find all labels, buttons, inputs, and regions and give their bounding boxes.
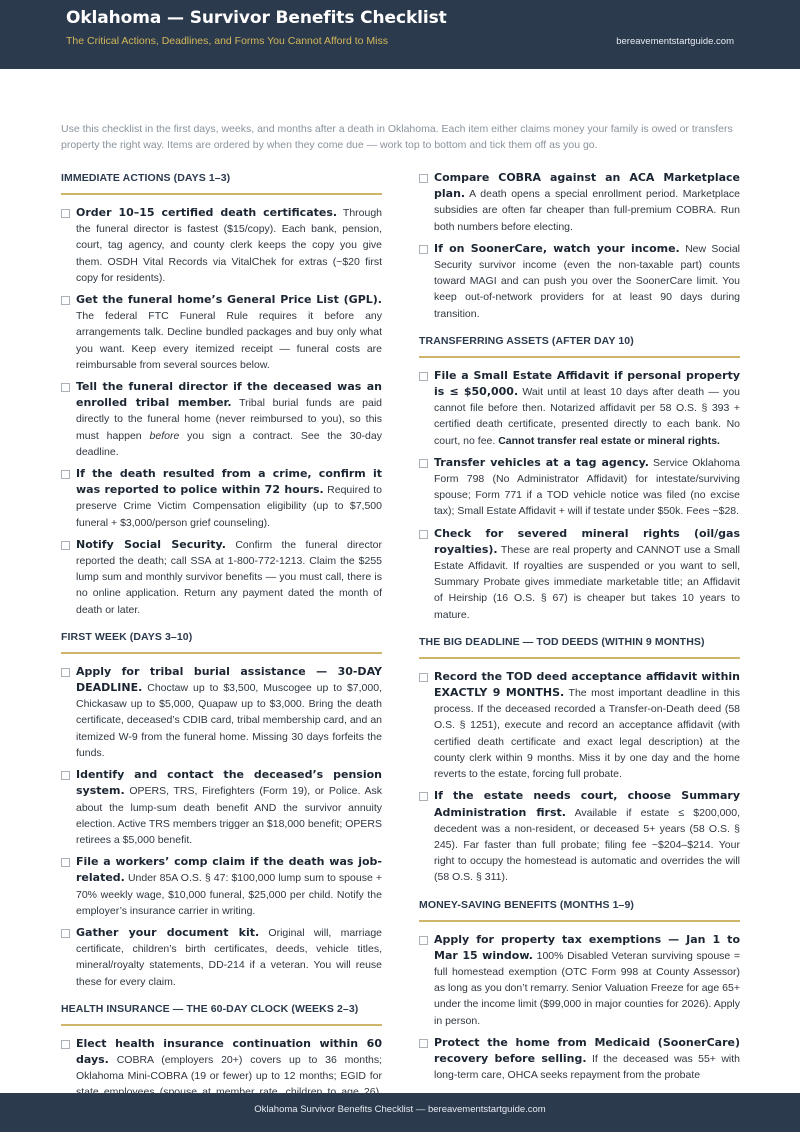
item-text: Under 85A O.S. § 47: $100,000 lump sum to spouse + 70% weekly wage, $10,000 funeral, $25,000 per child. Notify the employer’s insurance carrier in writing. [76, 872, 382, 917]
item-text: 100% Disabled Veteran surviving spouse = full homestead exemption (OTC Form 998 at County Assessor) as long as you don’t remarry. Senior Valuation Freeze for age 65+ under the income limit ($99,000 in major counties for 2026). Apply in person. [434, 949, 741, 1027]
item-text: New Social Security survivor income (even the non-taxable part) counts toward MAGI and can push you over the SoonerCare limit. You keep out-of-network providers for at least 90 days during transition. [434, 242, 740, 320]
item-lead: File a workers’ comp claim if the death was job-related. [76, 855, 382, 885]
checkbox[interactable] [419, 936, 428, 945]
page-title: Oklahoma — Survivor Benefits Checklist [66, 8, 447, 28]
item-text: Wait until at least 10 days after death — you cannot file before then. Notarized affidavit per 58 O.S. § 393 + certified death certificate, presented directly to each bank. No court, no fee. [434, 386, 740, 447]
section-title: IMMEDIATE ACTIONS (DAYS 1–3) [61, 172, 231, 184]
checklist-item [61, 537, 382, 618]
item-lead: If the death resulted from a crime, confirm it was reported to police within 72 hours. [76, 467, 382, 497]
section-title: TRANSFERRING ASSETS (AFTER DAY 10) [419, 334, 634, 347]
section-divider [61, 193, 382, 195]
checklist-item [419, 788, 740, 885]
checkbox[interactable] [419, 459, 428, 468]
item-text: The federal FTC Funeral Rule requires it before any arrangements talk. Decline bundled packages and buy only what you want. Keep every itemized receipt — funeral costs are reimbursable from several sources below. [76, 310, 382, 371]
item-text: Available if estate ≤ $200,000, decedent was a non-resident, or deceased 5+ years (58 O.S. § 245). Far faster than full probate; filing fee ~$204–$214. Your right to occupy the homestead is automatic and overrides the will (58 O.S. § 311). [434, 806, 741, 884]
item-lead: Elect health insurance continuation within 60 days. [76, 1036, 382, 1066]
item-lead: If on SoonerCare, watch your income. [434, 241, 680, 255]
checklist-item [419, 526, 740, 623]
checklist-item [419, 170, 740, 235]
item-text: If the deceased was 55+ with long-term care, OHCA seeks repayment from the probate [434, 1052, 740, 1082]
checklist-item [419, 368, 740, 449]
item-lead: Identify and contact the deceased’s pension system. [76, 768, 382, 798]
section-divider [419, 657, 740, 659]
intro-paragraph: Use this checklist in the first days, weeks, and months after a death in Oklahoma. Each item either claims money your family is owed or transfers property the right way. Items are ordered by when they come due — work top to bottom and tick them off as you go. [61, 123, 733, 151]
checkbox[interactable] [61, 541, 70, 550]
checkbox[interactable] [419, 673, 428, 682]
checkbox[interactable] [61, 1040, 70, 1049]
section-divider [419, 356, 740, 358]
item-lead: Apply for property tax exemptions — Jan 1 to Mar 15 window. [434, 932, 740, 962]
page-subtitle: The Critical Actions, Deadlines, and Forms You Cannot Afford to Miss [66, 35, 388, 47]
right-column [419, 170, 740, 1089]
checkbox[interactable] [419, 372, 428, 381]
section-title: HEALTH INSURANCE — THE 60-DAY CLOCK (WEEKS 2–3) [61, 1002, 359, 1015]
checkbox[interactable] [419, 530, 428, 539]
checklist-item [419, 669, 740, 782]
checkbox[interactable] [61, 209, 70, 218]
item-text: A death opens a special enrollment period. Marketplace subsidies are often far cheaper than full-premium COBRA. Run both numbers before electing. [434, 188, 740, 233]
item-text: Required to preserve Crime Victim Compensation eligibility (up to $7,500 funeral + $3,000/person grief counseling). [76, 484, 382, 529]
page-footer [0, 1093, 800, 1132]
item-text: Through the funeral director is fastest ($15/copy). Each bank, pension, court, tag agency, and county clerk keeps the copy you give them. OSDH Vital Records via VitalChek for extras (~$20 first copy for residents). [76, 207, 383, 284]
item-lead: Compare COBRA against an ACA Marketplace plan. [434, 171, 740, 201]
item-lead: Apply for tribal burial assistance — 30-DAY DEADLINE. [76, 664, 382, 695]
checkbox[interactable] [419, 245, 428, 254]
item-text: Choctaw up to $3,500, Muscogee up to $7,000, Chickasaw up to $5,000, Quapaw up to $3,000. Bring the death certificate, deceased’s CDIB card, tribal membership card, and an itemized W-9 from the funeral home. Missing 30 days forfeits the funds. [76, 682, 382, 759]
checkbox[interactable] [61, 383, 70, 392]
section-divider [419, 920, 740, 922]
item-lead: Notify Social Security. [76, 537, 226, 551]
page-header [0, 0, 800, 69]
checklist-item [61, 925, 382, 990]
section-tod-deeds [419, 634, 740, 886]
item-warning: Cannot transfer real estate or mineral rights. [498, 434, 720, 447]
checkbox[interactable] [61, 470, 70, 479]
checklist-item [61, 767, 382, 848]
item-lead: Transfer vehicles at a tag agency. [434, 455, 649, 469]
section-divider [61, 1024, 382, 1026]
checklist-item [61, 466, 382, 531]
item-lead: If the estate needs court, choose Summary Administration first. [434, 789, 740, 819]
checkbox[interactable] [419, 1039, 428, 1048]
item-text: Original will, marriage certificate, children’s birth certificates, deeds, vehicle titles, mineral/royalty statements, DD-214 if a veteran. You will reuse these for every claim. [76, 926, 383, 988]
checkbox[interactable] [61, 771, 70, 780]
item-lead: File a Small Estate Affidavit if personal property is ≤ $50,000. [434, 368, 740, 399]
section-transferring-assets [419, 333, 740, 623]
left-column [61, 170, 382, 1123]
header-site-url: bereavementstartguide.com [616, 36, 734, 47]
item-text-italic: before [149, 429, 180, 442]
item-lead: Record the TOD deed acceptance affidavit within EXACTLY 9 MONTHS. [434, 669, 740, 700]
section-title: FIRST WEEK (DAYS 3–10) [61, 630, 193, 643]
item-lead: Protect the home from Medicaid (SoonerCare) recovery before selling. [434, 1035, 740, 1065]
item-text: Tribal burial funds are paid directly to the funeral home (never reimbursed to you), so this must happen [76, 397, 382, 442]
checklist-item [419, 241, 740, 322]
section-first-week [61, 629, 382, 990]
item-text: The most important deadline in this process. If the deceased recorded a Transfer-on-Death deed (58 O.S. § 1251), execute and record an acceptance affidavit (with certified death certificate and exact legal description) at the county clerk within 9 months. Miss it by one day and the home reverts to the estate, forcing full probate. [434, 687, 740, 781]
checkbox[interactable] [419, 174, 428, 183]
checkbox[interactable] [419, 792, 428, 801]
checklist-item [61, 292, 382, 373]
item-lead: Order 10–15 certified death certificates. [76, 206, 338, 219]
checklist-item [419, 932, 740, 1029]
item-text: COBRA (employers 20+) covers up to 36 months; Oklahoma Mini-COBRA (19 or fewer) up to 12 months; EGID for [76, 1053, 382, 1083]
checklist-item [419, 455, 740, 520]
checklist-item [61, 379, 382, 460]
checkbox[interactable] [61, 668, 70, 677]
checkbox[interactable] [61, 296, 70, 305]
section-immediate-actions [61, 170, 382, 618]
checklist-item [419, 1035, 740, 1084]
item-text: Confirm the funeral director reported the death; call SSA at 1-800-772-1213. Claim the $255 lump sum and monthly survivor benefits — you must call, there is no online application. Return any payment dated the month of death or later. [76, 538, 383, 616]
checkbox[interactable] [61, 858, 70, 867]
section-money-saving [419, 897, 740, 1084]
section-divider [61, 652, 382, 654]
item-lead: Check for severed mineral rights (oil/gas royalties). [434, 526, 740, 556]
section-title: THE BIG DEADLINE — TOD DEEDS (WITHIN 9 MONTHS) [419, 635, 705, 648]
footer-text: Oklahoma Survivor Benefits Checklist — bereavementstartguide.com [254, 1104, 546, 1115]
item-text: Service Oklahoma Form 798 (No Administrator Affidavit) for intestate/surviving spouse; Form 771 if a TOD vehicle notice was filed (no excise tax); Small Estate Affidavit + will if testate under $50k. Fees ~$28. [434, 456, 740, 518]
checkbox[interactable] [61, 929, 70, 938]
section-title: MONEY-SAVING BENEFITS (MONTHS 1–9) [419, 898, 634, 911]
item-text: you sign a contract. See the 30-day deadline. [76, 429, 382, 458]
checklist-item [61, 664, 382, 761]
checklist-item [61, 854, 382, 919]
item-text: OPERS, TRS, Firefighters (Form 19), or Police. Ask about the lump-sum death benefit AND the survivor annuity election. Active TRS members trigger an $18,000 benefit; OPERS retirees a $5,000 benefit. [76, 785, 382, 846]
item-lead: Tell the funeral director if the deceased was an enrolled tribal member. [76, 380, 382, 410]
item-lead: Get the funeral home’s General Price List (GPL). [76, 293, 382, 307]
item-text: These are real property and CANNOT use a Small Estate Affidavit. If royalties are suspended or you want to sell, Summary Probate gives immediate marketable title; an Affidavit of Heirship (16 O.S. § 67) is cheaper but takes 10 years to mature. [434, 543, 740, 621]
checklist-item [61, 205, 382, 286]
item-lead: Gather your document kit. [76, 925, 260, 939]
